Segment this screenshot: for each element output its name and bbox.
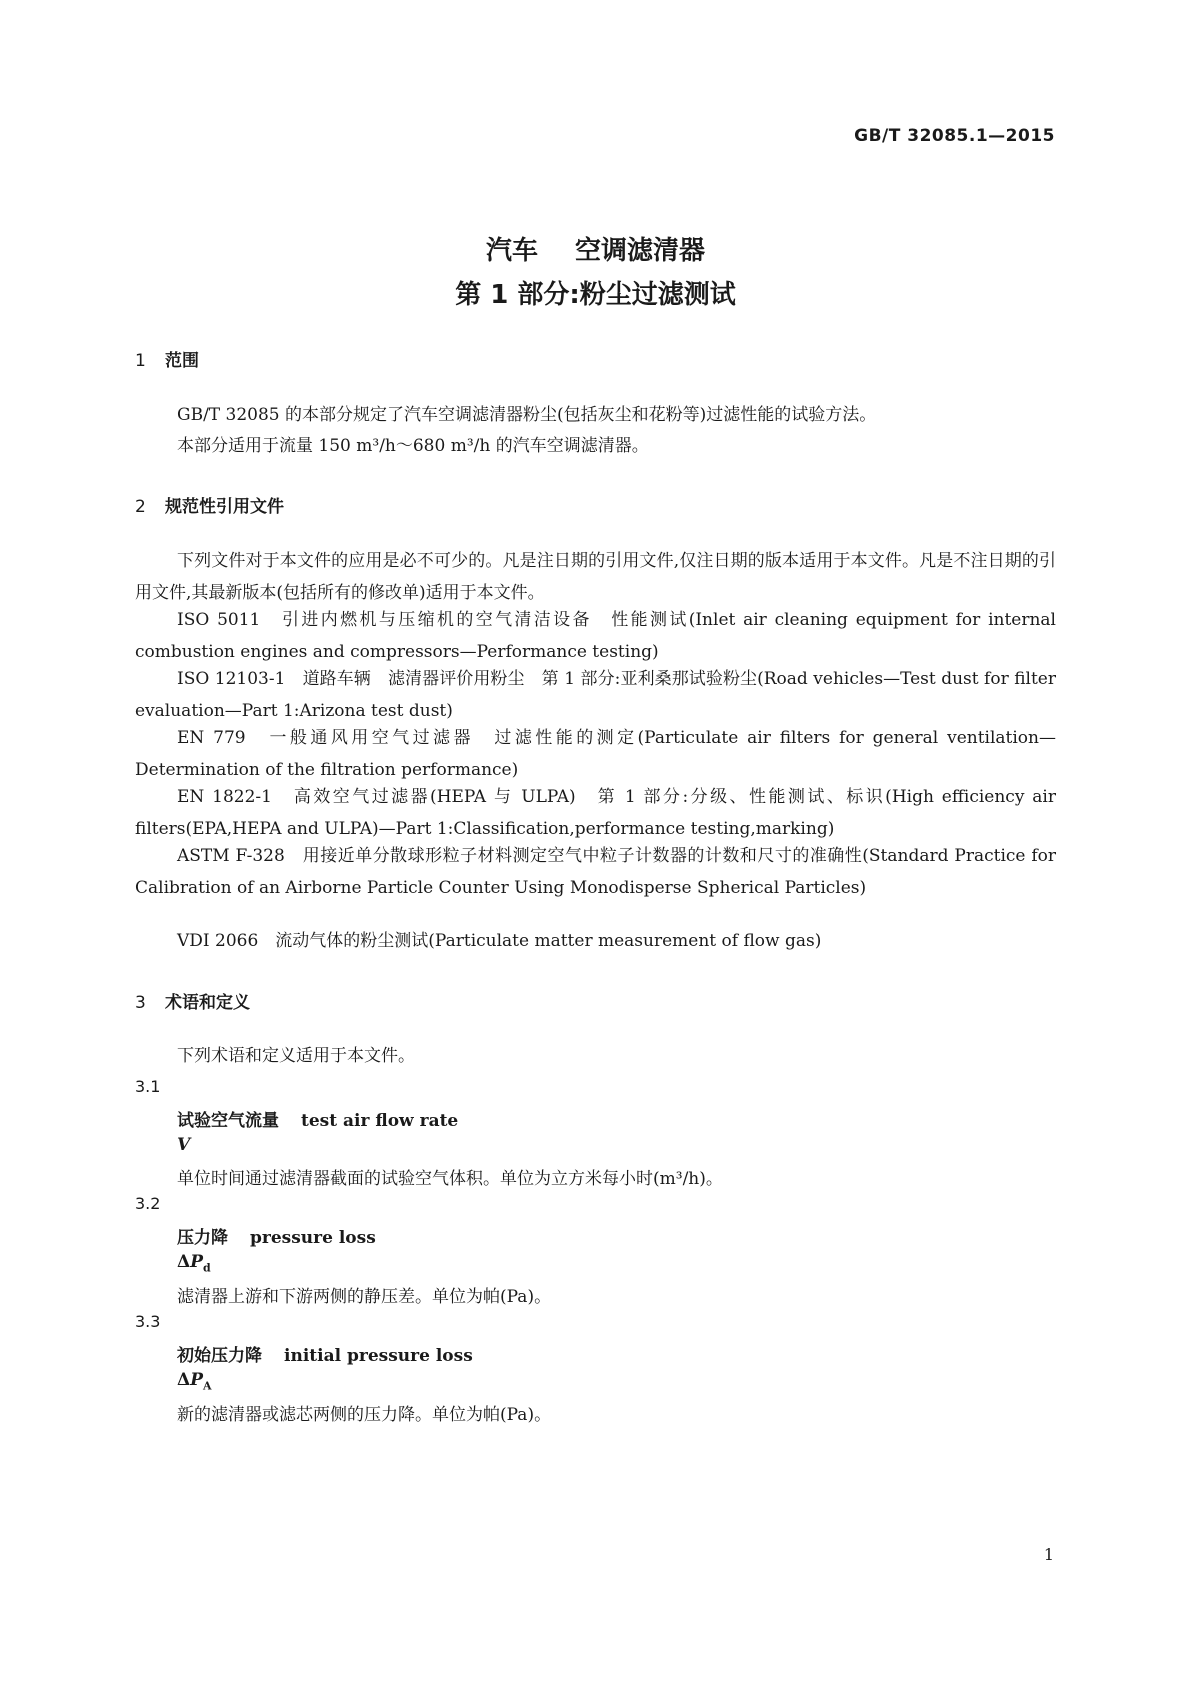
- symbol-subscript: d: [203, 1261, 211, 1275]
- section-number: 3: [135, 993, 146, 1013]
- term-zh: 初始压力降: [177, 1346, 262, 1366]
- references-intro: 下列文件对于本文件的应用是必不可少的。凡是注日期的引用文件,仅注日期的版本适用于本文件。凡是不注日期的引用文件,其最新版本(包括所有的修改单)适用于本文件。: [135, 551, 1056, 603]
- term-zh: 试验空气流量: [177, 1111, 279, 1131]
- section-title: 范围: [165, 351, 199, 371]
- section-1-heading: [135, 346, 199, 371]
- symbol-subscript: A: [203, 1379, 212, 1393]
- section-title: 规范性引用文件: [165, 497, 284, 517]
- symbol-letter: P: [190, 1252, 203, 1272]
- term-number: 3.3: [135, 1312, 161, 1331]
- term-en: pressure loss: [250, 1228, 376, 1248]
- reference-iso-12103-1: ISO 12103-1 道路车辆 滤清器评价用粉尘 第 1 部分:亚利桑那试验粉尘(Road vehicles—Test dust for filter evaluation—Part 1:Arizona test dust): [135, 669, 1056, 721]
- term-symbol: [177, 1135, 190, 1155]
- delta-symbol: Δ: [177, 1252, 191, 1272]
- document-title-line1: 汽车 空调滤清器: [485, 236, 706, 266]
- term-definition: 滤清器上游和下游两侧的静压差。单位为帕(Pa)。: [177, 1287, 552, 1307]
- reference-iso-5011: ISO 5011 引进内燃机与压缩机的空气清洁设备 性能测试(Inlet air cleaning equipment for internal combustion engines and compressors—Performance testing): [135, 610, 1056, 662]
- reference-en-779: EN 779 一般通风用空气过滤器 过滤性能的测定(Particulate air filters for general ventilation—Determination of the filtration performance): [135, 728, 1056, 780]
- document-title-line2: 第 1 部分:粉尘过滤测试: [455, 280, 736, 310]
- term-en: test air flow rate: [301, 1111, 459, 1131]
- terms-intro: 下列术语和定义适用于本文件。: [177, 1046, 415, 1066]
- scope-paragraph-2: 本部分适用于流量 150 m³/h～680 m³/h 的汽车空调滤清器。: [177, 436, 649, 456]
- term-heading: [177, 1223, 376, 1248]
- section-3-heading: [135, 988, 250, 1013]
- section-title: 术语和定义: [165, 993, 250, 1013]
- section-number: 2: [135, 497, 146, 517]
- term-definition: 单位时间通过滤清器截面的试验空气体积。单位为立方米每小时(m³/h)。: [177, 1169, 723, 1189]
- standard-code: GB/T 32085.1—2015: [854, 126, 1055, 146]
- reference-vdi-2066: VDI 2066 流动气体的粉尘测试(Particulate matter measurement of flow gas): [177, 931, 822, 951]
- delta-symbol: Δ: [177, 1370, 191, 1390]
- page-number: 1: [1043, 1545, 1054, 1564]
- term-heading: [177, 1106, 458, 1131]
- term-number: 3.1: [135, 1077, 161, 1096]
- section-number: 1: [135, 351, 146, 371]
- scope-paragraph-1: GB/T 32085 的本部分规定了汽车空调滤清器粉尘(包括灰尘和花粉等)过滤性能的试验方法。: [177, 405, 877, 425]
- term-definition: 新的滤清器或滤芯两侧的压力降。单位为帕(Pa)。: [177, 1405, 552, 1425]
- term-en: initial pressure loss: [284, 1346, 473, 1366]
- section-2-heading: [135, 492, 284, 517]
- term-symbol: [177, 1370, 212, 1392]
- term-heading: [177, 1341, 473, 1366]
- reference-astm-f-328: ASTM F-328 用接近单分散球形粒子材料测定空气中粒子计数器的计数和尺寸的准确性(Standard Practice for Calibration of an Airborne Particle Counter Using Monodisperse Spherical Particles): [135, 846, 1056, 898]
- term-number: 3.2: [135, 1194, 161, 1213]
- term-symbol: [177, 1252, 211, 1274]
- reference-en-1822-1: EN 1822-1 高效空气过滤器(HEPA 与 ULPA) 第 1 部分:分级、性能测试、标识(High efficiency air filters(EPA,HEPA and ULPA)—Part 1:Classification,performance testing,marking): [135, 787, 1056, 839]
- term-zh: 压力降: [177, 1228, 228, 1248]
- symbol-letter: V: [177, 1135, 191, 1155]
- symbol-letter: P: [190, 1370, 203, 1390]
